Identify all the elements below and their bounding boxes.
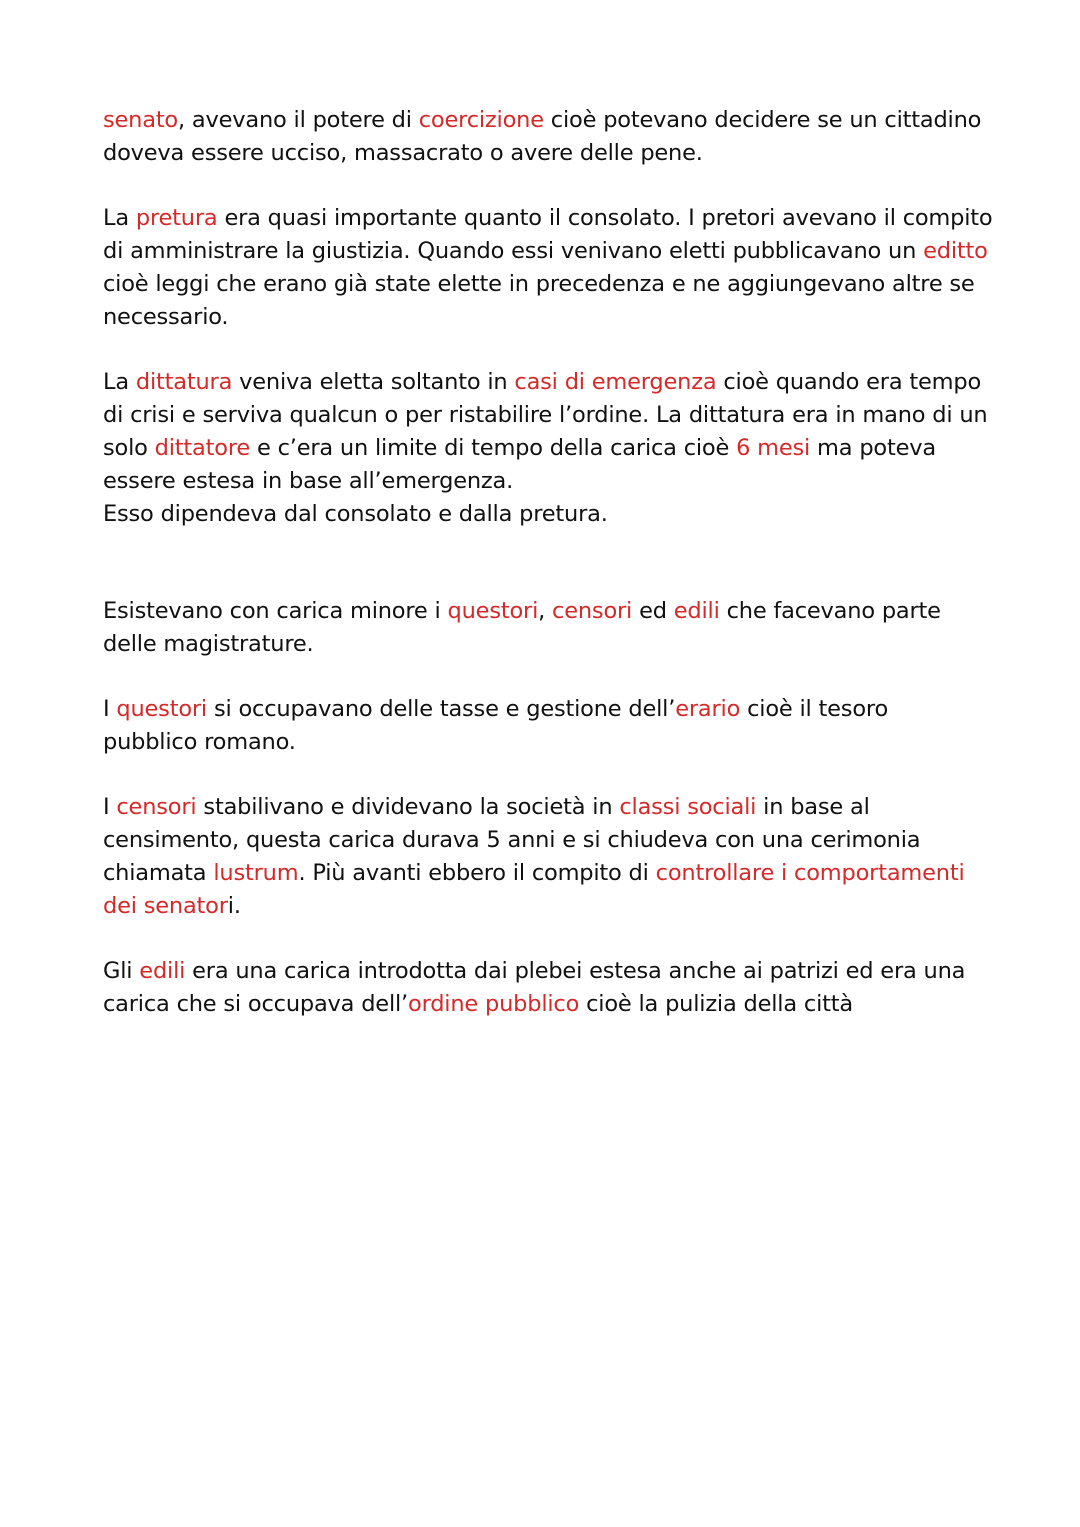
cariche-minori-paragraph [103,595,983,661]
text-segment: stabilivano e dividevano la società in [196,794,620,820]
highlighted-term: coercizione [418,107,544,133]
paragraph-spacer [103,759,983,791]
text-segment: essere estesa in base all’emergenza. [103,468,514,494]
text-segment: doveva essere ucciso, massacrato o avere delle pene. [103,140,703,166]
text-segment: in base al [756,794,870,820]
edili-paragraph [103,955,983,1021]
text-segment: si occupavano delle tasse e gestione dell’ [207,696,676,722]
highlighted-term: controllare i comportamenti [655,860,965,886]
text-line [103,955,983,988]
highlighted-term: senato [103,107,179,133]
text-segment: Esistevano con carica minore i [103,598,448,624]
text-line [103,202,993,235]
text-line [103,693,983,726]
text-line [103,432,983,465]
text-segment: ed [632,598,674,624]
text-line [103,890,983,923]
text-segment: Esso dipendeva dal consolato e dalla pretura. [103,501,608,527]
text-line [103,726,983,759]
text-segment: ma poteva [810,435,936,461]
highlighted-term: casi di emergenza [514,369,717,395]
text-line [103,498,983,531]
text-line [103,235,988,268]
text-segment: cioè potevano decidere se un cittadino [543,107,982,133]
text-line [103,366,983,399]
paragraph-spacer [103,923,983,955]
text-segment: necessario. [103,304,229,330]
highlighted-term: dei senator [103,893,228,919]
highlighted-term: edili [139,958,186,984]
text-segment: cioè la pulizia della città [579,991,853,1017]
highlighted-term: editto [923,238,988,264]
highlighted-term: erario [675,696,741,722]
text-segment: La [103,205,136,231]
highlighted-term: 6 mesi [736,435,811,461]
paragraph-spacer [103,170,983,202]
text-line [103,465,983,498]
text-segment: chiamata [103,860,214,886]
text-line [103,104,983,137]
text-line [103,268,983,301]
highlighted-term: censori [552,598,633,624]
text-line [103,824,983,857]
text-segment: , avevano il potere di [178,107,419,133]
text-segment: veniva eletta soltanto in [232,369,515,395]
highlighted-term: classi sociali [619,794,757,820]
text-line [103,399,988,432]
highlighted-term: lustrum [213,860,299,886]
censori-paragraph [103,791,983,923]
highlighted-term: censori [116,794,197,820]
text-segment: era quasi importante quanto il consolato. I pretori avevano il compito [217,205,993,231]
text-segment: Gli [103,958,140,984]
text-segment: i. [227,893,241,919]
text-segment: , [538,598,553,624]
text-line [103,301,983,334]
coercion-paragraph [103,104,983,170]
text-line [103,857,983,890]
text-segment: . Più avanti ebbero il compito di [298,860,656,886]
highlighted-term: questori [447,598,539,624]
questori-paragraph [103,693,983,759]
text-line [103,791,983,824]
highlighted-term: edili [673,598,720,624]
text-line [103,137,983,170]
paragraph-spacer [103,334,983,366]
text-segment: I [103,794,117,820]
highlighted-term: dittatore [154,435,251,461]
highlighted-term: dittatura [135,369,233,395]
text-segment: pubblico romano. [103,729,296,755]
document-page [103,104,993,1021]
text-segment: di crisi e serviva qualcun o per ristabilire l’ordine. La dittatura era in mano di un [103,402,988,428]
paragraph-spacer [103,661,983,693]
text-segment: carica che si occupava dell’ [103,991,408,1017]
highlighted-term: pretura [135,205,218,231]
text-segment: di amministrare la giustizia. Quando essi venivano eletti pubblicavano un [103,238,924,264]
text-segment: era una carica introdotta dai plebei estesa anche ai patrizi ed era una [185,958,966,984]
text-segment: che facevano parte [719,598,941,624]
pretura-paragraph [103,202,993,334]
text-segment: La [103,369,136,395]
dipendenza-paragraph [103,498,983,531]
text-line [103,595,983,628]
text-segment: censimento, questa carica durava 5 anni e si chiudeva con una cerimonia [103,827,921,853]
text-segment: e c’era un limite di tempo della carica cioè [250,435,737,461]
text-segment: cioè leggi che erano già state elette in precedenza e ne aggiungevano altre se [103,271,975,297]
text-segment: cioè quando era tempo [716,369,982,395]
dittatura-paragraph [103,366,988,498]
text-segment: I [103,696,117,722]
text-segment: delle magistrature. [103,631,314,657]
text-line [103,628,983,661]
highlighted-term: questori [116,696,207,722]
highlighted-term: ordine pubblico [408,991,580,1017]
text-segment: cioè il tesoro [740,696,889,722]
paragraph-spacer [103,531,983,595]
text-line [103,988,983,1021]
text-segment: solo [103,435,155,461]
